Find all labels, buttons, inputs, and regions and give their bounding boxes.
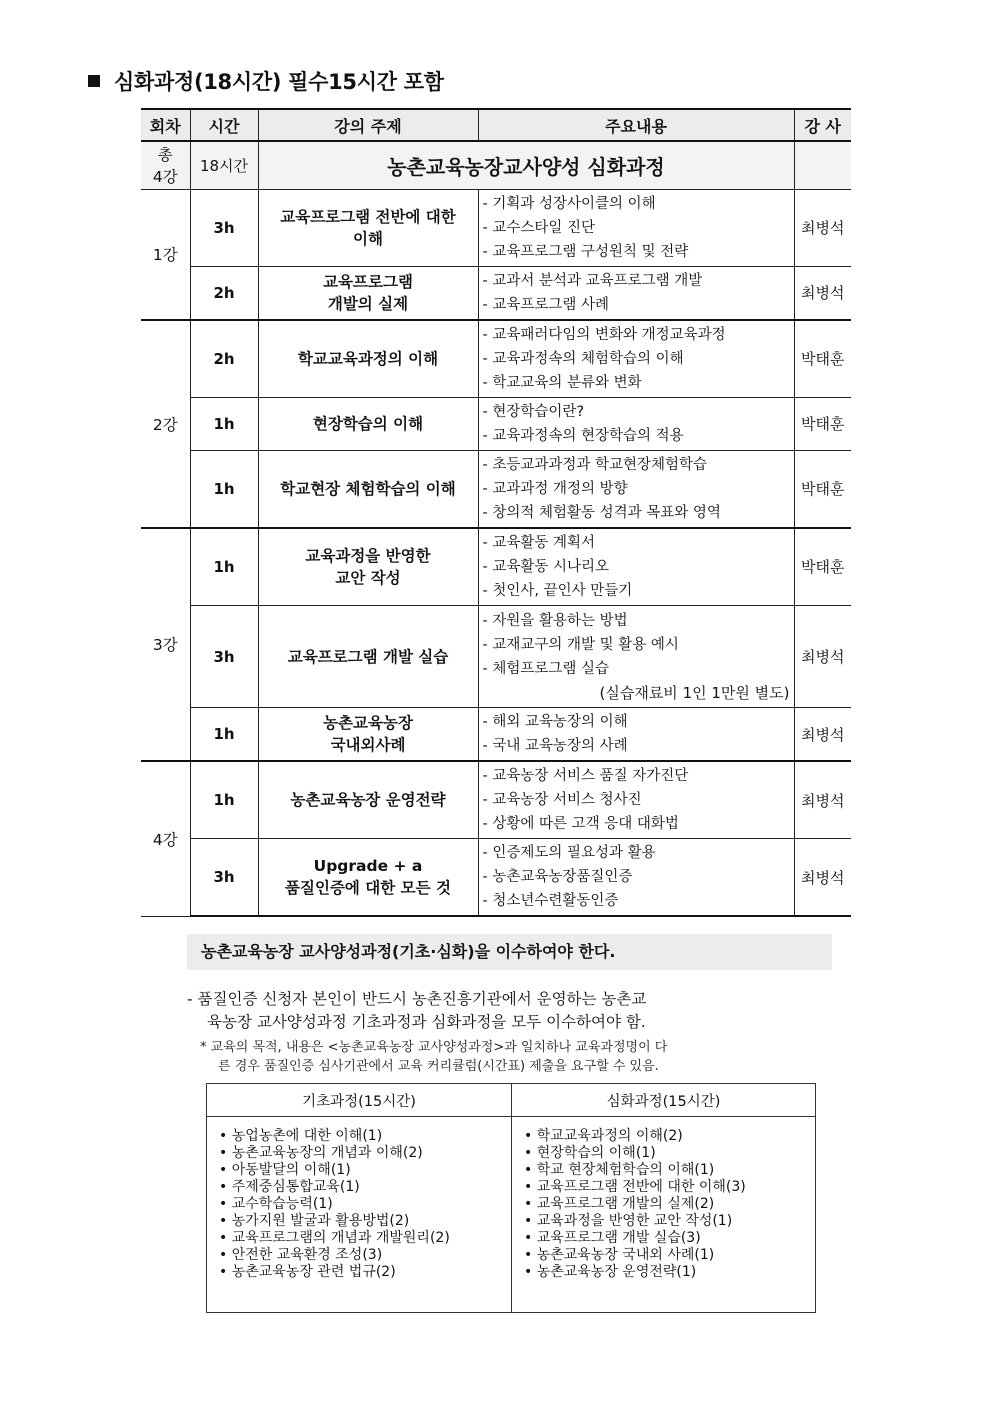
row-contents: - 교육활동 계획서 - 교육활동 시나리오 - 첫인사, 끝인사 만들기 bbox=[478, 528, 794, 606]
row-topic: 농촌교육농장 국내외사례 bbox=[258, 708, 478, 762]
table-row bbox=[141, 761, 851, 839]
section-heading-text: 심화과정(18시간) 필수15시간 포함 bbox=[114, 70, 444, 94]
row-time: 3h bbox=[190, 839, 258, 917]
row-time: 3h bbox=[190, 189, 258, 266]
row-time: 2h bbox=[190, 266, 258, 320]
header-topic: 강의 주제 bbox=[258, 109, 478, 141]
session-2: 2강 bbox=[141, 320, 190, 528]
total-time: 18시간 bbox=[190, 141, 258, 189]
list-item: • 농촌교육농장 국내외 사례(1) bbox=[524, 1247, 715, 1263]
table-row bbox=[141, 708, 851, 762]
list-item: • 주제중심통합교육(1) bbox=[219, 1179, 360, 1195]
total-session bbox=[141, 141, 190, 189]
row-contents: - 초등교과과정과 학교현장체험학습 - 교과과정 개정의 방향 - 창의적 체험활동 성격과 목표와 영역 bbox=[478, 450, 794, 528]
row-topic: Upgrade + a 품질인증에 대한 모든 것 bbox=[258, 839, 478, 917]
basic-course-list bbox=[207, 1117, 512, 1313]
row-time: 3h bbox=[190, 606, 258, 708]
list-item: • 현장학습의 이해(1) bbox=[524, 1145, 656, 1161]
advanced-course-list bbox=[512, 1117, 816, 1313]
list-item: • 농업농촌에 대한 이해(1) bbox=[219, 1128, 383, 1144]
schedule-table bbox=[141, 108, 851, 917]
square-bullet-icon bbox=[88, 75, 100, 87]
row-topic: 교육프로그램 전반에 대한 이해 bbox=[258, 189, 478, 266]
row-topic: 교육과정을 반영한 교안 작성 bbox=[258, 528, 478, 606]
row-instructor: 박태훈 bbox=[794, 528, 851, 606]
row-contents: - 현장학습이란? - 교육과정속의 현장학습의 적용 bbox=[478, 397, 794, 450]
row-instructor: 박태훈 bbox=[794, 397, 851, 450]
footnote bbox=[200, 1038, 830, 1076]
list-item: • 농촌교육농장 관련 법규(2) bbox=[219, 1264, 396, 1280]
table-row bbox=[141, 189, 851, 266]
basic-course-title: 기초과정(15시간) bbox=[207, 1084, 512, 1117]
row-instructor: 최병석 bbox=[794, 266, 851, 320]
row-instructor: 최병석 bbox=[794, 839, 851, 917]
row-topic: 교육프로그램 개발의 실제 bbox=[258, 266, 478, 320]
row-instructor: 박태훈 bbox=[794, 450, 851, 528]
list-item: • 교육과정을 반영한 교안 작성(1) bbox=[524, 1213, 733, 1229]
total-session-line2: 4강 bbox=[152, 168, 178, 187]
list-item: • 교수학습능력(1) bbox=[219, 1196, 333, 1212]
total-row bbox=[141, 141, 851, 189]
list-item: • 학교 현장체험학습의 이해(1) bbox=[524, 1162, 715, 1178]
row-topic: 농촌교육농장 운영전략 bbox=[258, 761, 478, 839]
total-title: 농촌교육농장교사양성 심화과정 bbox=[258, 141, 794, 189]
row-topic: 학교교육과정의 이해 bbox=[258, 320, 478, 398]
table-row bbox=[141, 528, 851, 606]
row-contents: - 교육농장 서비스 품질 자가진단 - 교육농장 서비스 청사진 - 상황에 따른 고객 응대 대화법 bbox=[478, 761, 794, 839]
notice-paragraph-line1: - 품질인증 신청자 본인이 반드시 농촌진흥기관에서 운영하는 농촌교 bbox=[187, 990, 647, 1008]
total-session-line1: 총 bbox=[157, 146, 173, 165]
table-header-row bbox=[141, 109, 851, 141]
table-row bbox=[141, 839, 851, 917]
course-list-row bbox=[207, 1117, 816, 1313]
row-contents: - 교육패러다임의 변화와 개정교육과정 - 교육과정속의 체험학습의 이해 - 학교교육의 분류와 변화 bbox=[478, 320, 794, 398]
list-item: • 농촌교육농장의 개념과 이해(2) bbox=[219, 1145, 423, 1161]
row-instructor: 최병석 bbox=[794, 761, 851, 839]
header-session: 회차 bbox=[141, 109, 190, 141]
table-row bbox=[141, 266, 851, 320]
row-time: 1h bbox=[190, 397, 258, 450]
list-item: • 농가지원 발굴과 활용방법(2) bbox=[219, 1213, 410, 1229]
row-time: 1h bbox=[190, 708, 258, 762]
notice-paragraph bbox=[187, 988, 837, 1034]
section-heading bbox=[88, 66, 444, 96]
list-item: • 농촌교육농장 운영전략(1) bbox=[524, 1264, 697, 1280]
session-1: 1강 bbox=[141, 189, 190, 320]
table-row bbox=[141, 606, 851, 708]
list-item: • 교육프로그램 전반에 대한 이해(3) bbox=[524, 1179, 746, 1195]
row-contents: - 교과서 분석과 교육프로그램 개발 - 교육프로그램 사례 bbox=[478, 266, 794, 320]
table-row bbox=[141, 397, 851, 450]
footnote-line2: 른 경우 품질인증 심사기관에서 교육 커리큘럼(시간표) 제출을 요구할 수 있음. bbox=[218, 1059, 659, 1074]
header-contents: 주요내용 bbox=[478, 109, 794, 141]
list-item: • 교육프로그램 개발 실습(3) bbox=[524, 1230, 701, 1246]
course-comparison-table bbox=[206, 1083, 816, 1313]
notice-banner: 농촌교육농장 교사양성과정(기초·심화)을 이수하여야 한다. bbox=[187, 934, 832, 970]
course-header-row bbox=[207, 1084, 816, 1117]
row-instructor: 최병석 bbox=[794, 708, 851, 762]
list-item: • 아동발달의 이해(1) bbox=[219, 1162, 351, 1178]
row-topic: 교육프로그램 개발 실습 bbox=[258, 606, 478, 708]
list-item: • 안전한 교육환경 조성(3) bbox=[219, 1247, 383, 1263]
row-time: 1h bbox=[190, 450, 258, 528]
footnote-line1: * 교육의 목적, 내용은 <농촌교육농장 교사양성과정>과 일치하나 교육과정명이 다 bbox=[200, 1040, 668, 1055]
notice-paragraph-line2: 육농장 교사양성과정 기초과정과 심화과정을 모두 이수하여야 함. bbox=[207, 1013, 646, 1031]
row-instructor: 최병석 bbox=[794, 189, 851, 266]
row-time: 2h bbox=[190, 320, 258, 398]
row-instructor: 박태훈 bbox=[794, 320, 851, 398]
row-instructor: 최병석 bbox=[794, 606, 851, 708]
row-topic: 학교현장 체험학습의 이해 bbox=[258, 450, 478, 528]
header-time: 시간 bbox=[190, 109, 258, 141]
table-row bbox=[141, 320, 851, 398]
session-4: 4강 bbox=[141, 761, 190, 916]
list-item: • 교육프로그램의 개념과 개발원리(2) bbox=[219, 1230, 450, 1246]
row-contents: - 기획과 성장사이클의 이해 - 교수스타일 진단 - 교육프로그램 구성원칙 및 전략 bbox=[478, 189, 794, 266]
row-time: 1h bbox=[190, 761, 258, 839]
advanced-course-title: 심화과정(15시간) bbox=[512, 1084, 816, 1117]
total-instructor bbox=[794, 141, 851, 189]
list-item: • 교육프로그램 개발의 실제(2) bbox=[524, 1196, 715, 1212]
row-topic: 현장학습의 이해 bbox=[258, 397, 478, 450]
row-contents: - 자원을 활용하는 방법 - 교재교구의 개발 및 활용 예시 - 체험프로그램 실습 (실습재료비 1인 1만원 별도) bbox=[478, 606, 794, 708]
list-item: • 학교교육과정의 이해(2) bbox=[524, 1128, 683, 1144]
session-3: 3강 bbox=[141, 528, 190, 762]
row-time: 1h bbox=[190, 528, 258, 606]
header-instructor: 강 사 bbox=[794, 109, 851, 141]
row-contents: - 해외 교육농장의 이해 - 국내 교육농장의 사례 bbox=[478, 708, 794, 762]
table-row bbox=[141, 450, 851, 528]
row-contents: - 인증제도의 필요성과 활용 - 농촌교육농장품질인증 - 청소년수련활동인증 bbox=[478, 839, 794, 917]
